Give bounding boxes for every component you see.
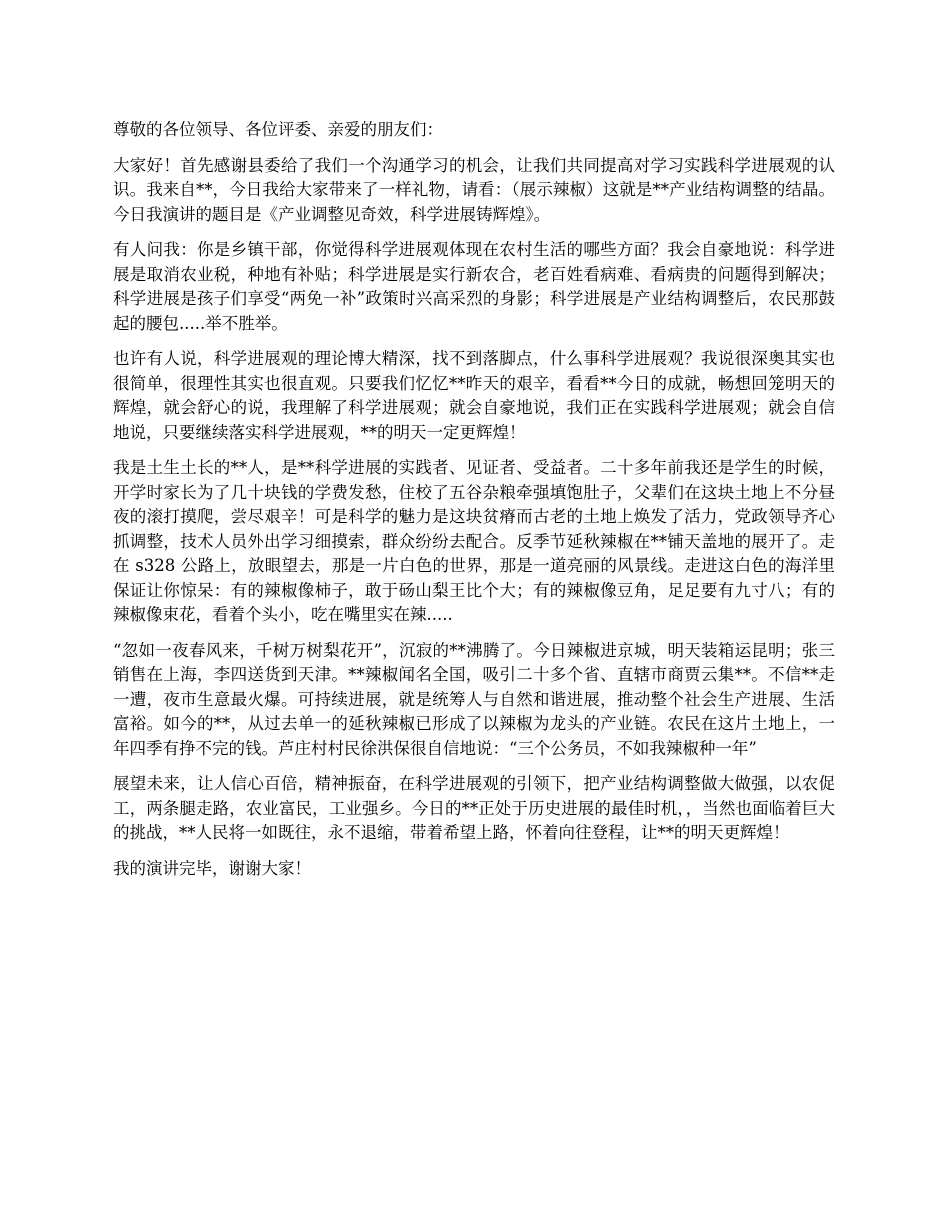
paragraph-pepper-industry: “忽如一夜春风来，千树万树梨花开”，沉寂的**沸腾了。今日辣椒进京城，明天装箱运昆明；张三销售在上海，李四送货到天津。**辣椒闻名全国，吸引二十多个省、直辖市商贾云集**。不信**走一遭，夜市生意最火爆。可持续进展，就是统筹人与自然和谐进展，推动整个社会生产进展、生活富裕。如今的**，从过去单一的延秋辣椒已形成了以辣椒为龙头的产业链。农民在这片土地上，一年四季有挣不完的钱。芦庄村村民徐洪保很自信地说：“三个公务员，不如我辣椒种一年” xyxy=(113,640,835,758)
speech-document xyxy=(113,118,835,892)
paragraph-personal-story: 我是土生土长的**人，是**科学进展的实践者、见证者、受益者。二十多年前我还是学生的时候，开学时家长为了几十块钱的学费发愁，住校了五谷杂粮牵强填饱肚子，父辈们在这块土地上不分昼夜的滚打摸爬，尝尽艰辛！可是科学的魅力是这块贫瘠而古老的土地上焕发了活力，党政领导齐心抓调整，技术人员外出学习细摸索，群众纷纷去配合。反季节延秋辣椒在**铺天盖地的展开了。走在 s328 公路上，放眼望去，那是一片白色的世界，那是一道亮丽的风景线。走进这白色的海洋里保证让你惊呆：有的辣椒像柿子，敢于砀山梨王比个大；有的辣椒像豆角，足足要有九寸八；有的辣椒像束花，看着个头小，吃在嘴里实在辣..... xyxy=(113,458,835,624)
paragraph-opening: 大家好！首先感谢县委给了我们一个沟通学习的机会，让我们共同提高对学习实践科学进展观的认识。我来自**，今日我给大家带来了一样礼物，请看：（展示辣椒）这就是**产业结构调整的结晶。今日我演讲的题目是《产业调整见奇效，科学进展铸辉煌》。 xyxy=(113,155,835,224)
paragraph-rural-life: 有人问我：你是乡镇干部，你觉得科学进展观体现在农村生活的哪些方面？我会自豪地说：科学进展是取消农业税，种地有补贴；科学进展是实行新农合，老百姓看病难、看病贵的问题得到解决；科学进展是孩子们享受“两免一补”政策时兴高采烈的身影；科学进展是产业结构调整后，农民那鼓起的腰包.....举不胜举。 xyxy=(113,240,835,333)
salutation: 尊敬的各位领导、各位评委、亲爱的朋友们： xyxy=(113,120,443,139)
paragraph-outlook: 展望未来，让人信心百倍，精神振奋，在科学进展观的引领下，把产业结构调整做大做强，以农促工，两条腿走路，农业富民，工业强乡。今日的**正处于历史进展的最佳时机，，当然也面临着巨大的挑战，**人民将一如既往，永不退缩，带着希望上路，怀着向往登程，让**的明天更辉煌！ xyxy=(113,774,835,842)
paragraph-theory: 也许有人说，科学进展观的理论博大精深，找不到落脚点，什么事科学进展观？我说很深奥其实也很简单，很理性其实也很直观。只要我们忆忆**昨天的艰辛，看看**今日的成就，畅想回笼明天的辉煌，就会舒心的说，我理解了科学进展观；就会自豪地说，我们正在实践科学进展观；就会自信地说，只要继续落实科学进展观，**的明天一定更辉煌！ xyxy=(113,349,835,442)
paragraph-closing: 我的演讲完毕，谢谢大家！ xyxy=(113,858,311,878)
